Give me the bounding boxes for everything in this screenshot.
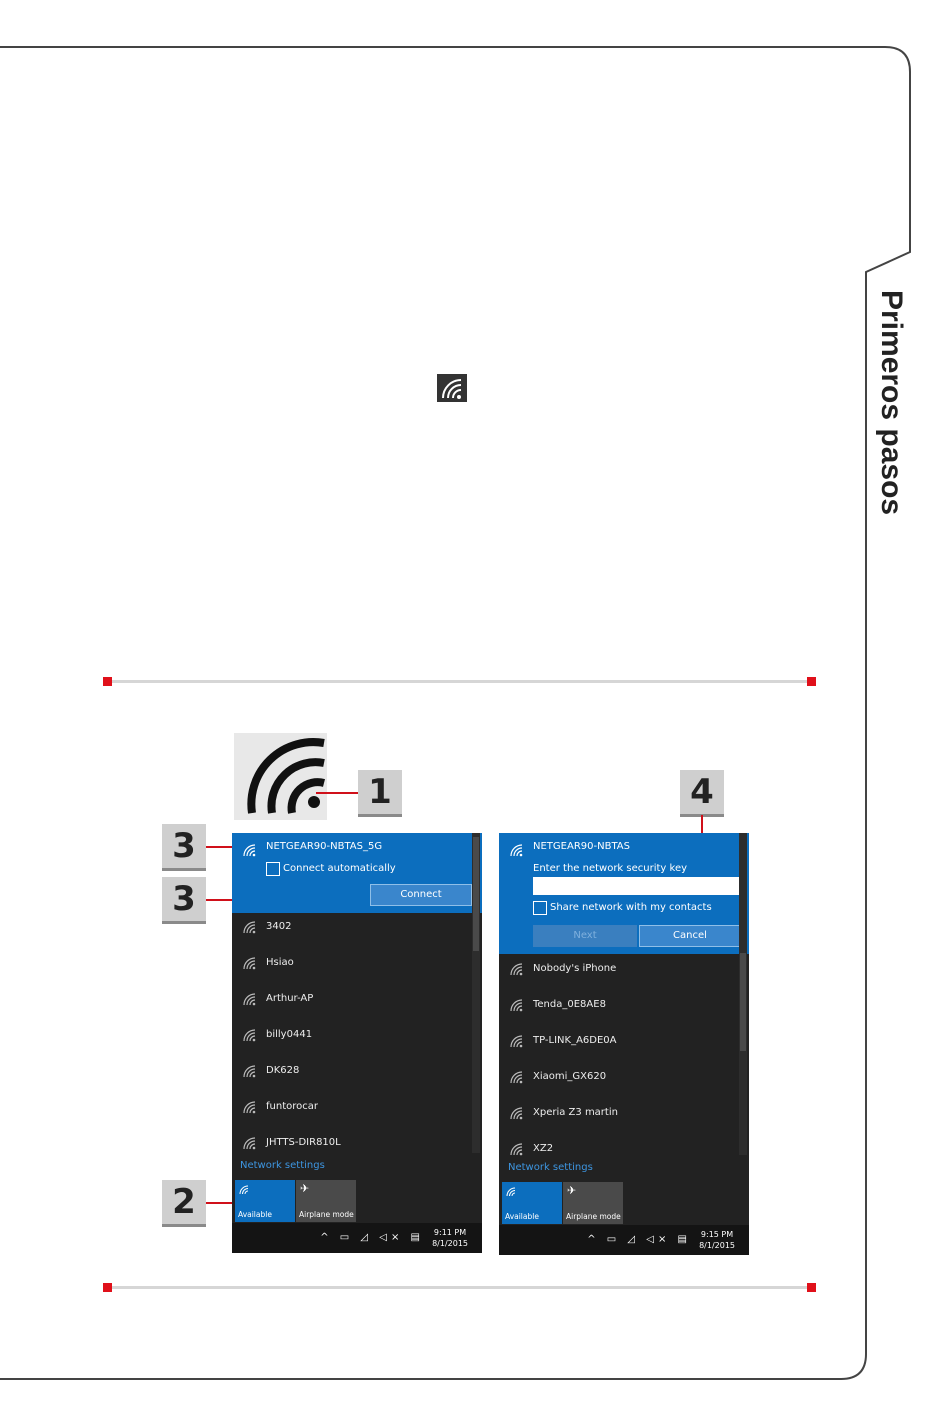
network-name: Arthur-AP [266, 993, 314, 1004]
network-list-item[interactable] [499, 1095, 739, 1131]
wifi-signal-icon [509, 843, 525, 857]
share-network-checkbox[interactable] [533, 901, 547, 915]
network-list-item[interactable] [232, 1089, 472, 1125]
figure-bottom-rule [107, 1286, 812, 1289]
security-key-input[interactable] [533, 877, 739, 895]
wifi-tile-icon [506, 1187, 518, 1197]
network-list-item[interactable] [499, 1023, 739, 1059]
tile-available[interactable] [502, 1182, 562, 1224]
network-list-item[interactable] [232, 981, 472, 1017]
taskbar [232, 1223, 482, 1253]
network-name: JHTTS-DIR810L [266, 1137, 341, 1148]
wifi-icon [437, 374, 467, 402]
connect-button[interactable]: Connect [370, 884, 472, 906]
network-list-item[interactable] [232, 909, 472, 945]
wifi-signal-icon [242, 1028, 258, 1042]
tile-available-label: Available [505, 1212, 539, 1221]
network-name: DK628 [266, 1065, 300, 1076]
tile-airplane-mode[interactable] [563, 1182, 623, 1224]
callout-3a: 3 [162, 824, 206, 871]
wifi-tile-icon [239, 1185, 251, 1195]
network-list-item[interactable] [232, 945, 472, 981]
airplane-icon: ✈ [300, 1182, 310, 1195]
sidebar-tab-label: Primeros pasos [875, 290, 908, 516]
wifi-signal-icon [509, 998, 525, 1012]
next-button[interactable]: Next [533, 925, 637, 947]
tile-airplane-label: Airplane mode [566, 1212, 621, 1221]
sidebar-tab [868, 290, 912, 550]
callout-4: 4 [680, 770, 724, 817]
network-name: TP-LINK_A6DE0A [533, 1035, 617, 1046]
system-tray-icons[interactable]: ^ ▭ ◿ ◁× ▤ [587, 1234, 691, 1245]
wifi-signal-icon [509, 1070, 525, 1084]
network-list-item[interactable] [232, 1053, 472, 1089]
selected-ssid: NETGEAR90-NBTAS_5G [266, 841, 383, 852]
tile-airplane-mode[interactable] [296, 1180, 356, 1222]
system-tray-icons[interactable]: ^ ▭ ◿ ◁× ▤ [320, 1232, 424, 1243]
network-list-item[interactable] [232, 1017, 472, 1053]
network-name: funtorocar [266, 1101, 318, 1112]
connect-automatically-label: Connect automatically [283, 863, 396, 874]
tile-airplane-label: Airplane mode [299, 1210, 354, 1219]
tile-available-label: Available [238, 1210, 272, 1219]
right-network-flyout [499, 833, 749, 1255]
wifi-signal-icon [242, 1136, 258, 1150]
taskbar-clock[interactable]: 9:15 PM 8/1/2015 [699, 1230, 735, 1250]
network-name: XZ2 [533, 1143, 554, 1154]
network-name: Xperia Z3 martin [533, 1107, 618, 1118]
wifi-signal-icon [509, 962, 525, 976]
tile-available[interactable] [235, 1180, 295, 1222]
network-settings-link[interactable]: Network settings [508, 1162, 593, 1173]
wifi-signal-icon [242, 1100, 258, 1114]
cancel-button[interactable]: Cancel [639, 925, 741, 947]
callout-3b: 3 [162, 877, 206, 924]
wifi-signal-icon [242, 992, 258, 1006]
network-list-item[interactable] [499, 987, 739, 1023]
right-scrollbar[interactable] [739, 833, 747, 1155]
wifi-signal-icon [509, 1106, 525, 1120]
network-name: 3402 [266, 921, 292, 932]
callout-2: 2 [162, 1180, 206, 1227]
network-list-item[interactable] [499, 951, 739, 987]
wifi-signal-icon [509, 1142, 525, 1156]
network-settings-link[interactable]: Network settings [240, 1160, 325, 1171]
left-scrollbar[interactable] [472, 833, 480, 1153]
network-list-item[interactable] [232, 1125, 472, 1161]
left-network-flyout [232, 833, 482, 1253]
selected-network-right[interactable] [499, 833, 749, 954]
network-name: Xiaomi_GX620 [533, 1071, 607, 1082]
security-key-prompt: Enter the network security key [533, 863, 688, 874]
wifi-large-icon [234, 733, 327, 820]
figure-top-rule [107, 680, 812, 683]
wifi-signal-icon [242, 1064, 258, 1078]
callout-1-leader [316, 792, 358, 794]
share-network-label: Share network with my contacts [550, 902, 712, 913]
airplane-icon: ✈ [567, 1184, 577, 1197]
connect-automatically-checkbox[interactable] [266, 862, 280, 876]
wifi-signal-icon [242, 843, 258, 857]
wifi-signal-icon [509, 1034, 525, 1048]
callout-1: 1 [358, 770, 402, 817]
network-list-item[interactable] [499, 1059, 739, 1095]
wifi-signal-icon [242, 920, 258, 934]
wifi-signal-icon [242, 956, 258, 970]
selected-ssid: NETGEAR90-NBTAS [533, 841, 630, 852]
network-name: Nobody's iPhone [533, 963, 617, 974]
selected-network-left[interactable] [232, 833, 482, 913]
network-name: billy0441 [266, 1029, 313, 1040]
network-name: Hsiao [266, 957, 294, 968]
taskbar-clock[interactable]: 9:11 PM 8/1/2015 [432, 1228, 468, 1248]
taskbar [499, 1225, 749, 1255]
network-name: Tenda_0E8AE8 [533, 999, 606, 1010]
